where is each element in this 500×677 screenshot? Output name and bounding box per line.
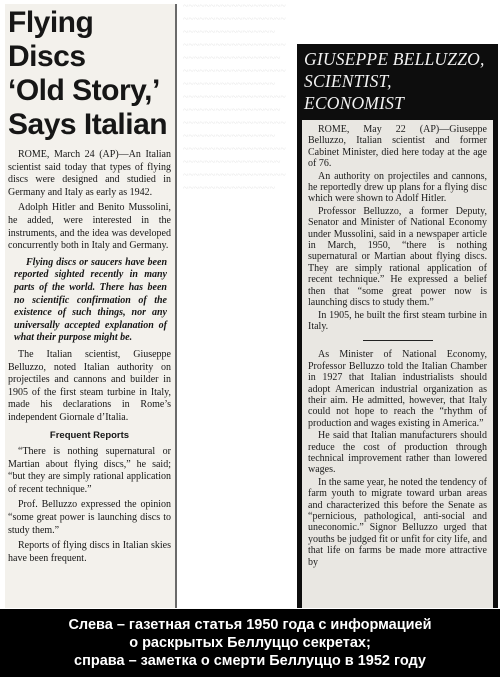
left-headline-line: ‘Old Story,’ xyxy=(8,74,160,107)
left-paragraph: Reports of flying discs in Italian skies have been frequent. xyxy=(8,540,171,564)
left-paragraph: The Italian scientist, Giuseppe Belluzzo, noted Italian authority on projectiles and cannons and builder in 1905 of the first steam turbine in Italy, made his declarations in Rome’s independent Giornale d’Italia. xyxy=(8,348,171,423)
right-paragraph: He said that Italian manufacturers should reduce the cost of production through technical improvement rather than lowered wages. xyxy=(308,430,487,476)
left-paragraph: Prof. Belluzzo expressed the opinion “some great power is launching discs to study them.” xyxy=(8,499,171,536)
right-newspaper-clipping xyxy=(297,44,498,608)
right-paragraph: An authority on projectiles and cannons, he reportedly drew up plans for a flying disc which were shown to Adolf Hitler. xyxy=(308,170,487,205)
caption-bar xyxy=(0,609,500,677)
left-dateline-paragraph: ROME, March 24 (AP)—An Italian scientist said today that types of flying discs were designed and studied in Germany and Italy as early as 1942. xyxy=(8,149,171,198)
caption-line: справа – заметка о смерти Беллуццо в 1952 году xyxy=(74,653,426,669)
right-paragraph: ROME, May 22 (AP)—Giuseppe Belluzzo, Italian scientist and former Cabinet Minister, died here today at the age of 76. xyxy=(308,124,487,170)
right-headline-line: SCIENTIST, ECONOMIST xyxy=(304,71,404,113)
left-subhead: Frequent Reports xyxy=(49,430,130,442)
section-divider xyxy=(363,340,433,341)
caption-line: о раскрытых Беллуццо секретах; xyxy=(129,635,371,651)
right-paragraph: As Minister of National Economy, Professor Belluzzo told the Italian Chamber in 1927 that Italian industrialists should adopt American industrial organization as their aim. He admitted, however, that Italy could not hope to reach the “rhythm of production and wages existing in America.” xyxy=(308,349,487,429)
left-headline-line: Flying Discs xyxy=(8,6,94,73)
left-newspaper-clipping xyxy=(5,4,177,608)
left-headline-line: Says Italian xyxy=(8,108,168,141)
caption-line: Слева – газетная статья 1950 года с информацией xyxy=(68,617,432,633)
left-headline xyxy=(8,6,171,142)
right-headline xyxy=(304,48,493,114)
bleed-through-texture: ~~~~~~~~~~~~~~~~~~~ ~~~~~~~~~~~~~~~~~~~ ~~~~~~~~~~~~~~~~~ ~~~~~~~~~~~~~~~~~~~ ~~~~~~~~~~~~~~~~~~ ~~~~~~~~~~~~~~~~~~~ ~~~~~~~~~~~~~~~~~ ~~~~~~~~~~~~~~~~~~~ ~~~~~~~~~~~~~~~~~~ ~~~~~~~~~~~~~~~~~~~ ~~~~~~~~~~~~~~~~~ ~~~~~~~~~~~~~~~~~~~ ~~~~~~~~~~~~~~~~~~ ~~~~~~~~~~~~~~~~~~~ ~~~~~~~~~~~~~~~~~ xyxy=(183,1,286,194)
right-paragraph: Professor Belluzzo, a former Deputy, Senator and Minister of National Economy under Mussolini, said in a newspaper article in March, 1950, “there is nothing supernatural or Martian about flying discs. They are simply rational application of recent technique.” He expressed a belief then that “some great power now is launching discs to study them.” xyxy=(308,205,487,309)
right-paragraph: In 1905, he built the first steam turbine in Italy. xyxy=(308,309,487,332)
left-paragraph: Adolph Hitler and Benito Mussolini, he added, were interested in the instruments, and the idea was developed concurrently both in Italy and Germany. xyxy=(8,202,171,252)
right-paragraph: In the same year, he noted the tendency of farm youth to migrate toward urban areas and characterized this before the Senate as “pernicious, pathological, anti-social and uneconomic.” Signor Belluzzo urged that youths be judged fit or unfit for city life, and that life on farms be made more attractive by xyxy=(308,476,487,568)
right-article-body xyxy=(302,120,493,608)
left-editor-note: Flying discs or saucers have been reported sighted recently in many parts of the world. There has been no scientific confirmation of the existence of such things, nor any universally accepted explanation of what their purpose might be. xyxy=(14,256,167,344)
left-paragraph: “There is nothing supernatural or Martian about flying discs,” he said; “but they are simply rational application of recent technique.” xyxy=(8,446,171,495)
right-headline-line: GIUSEPPE BELLUZZO, xyxy=(304,49,485,69)
